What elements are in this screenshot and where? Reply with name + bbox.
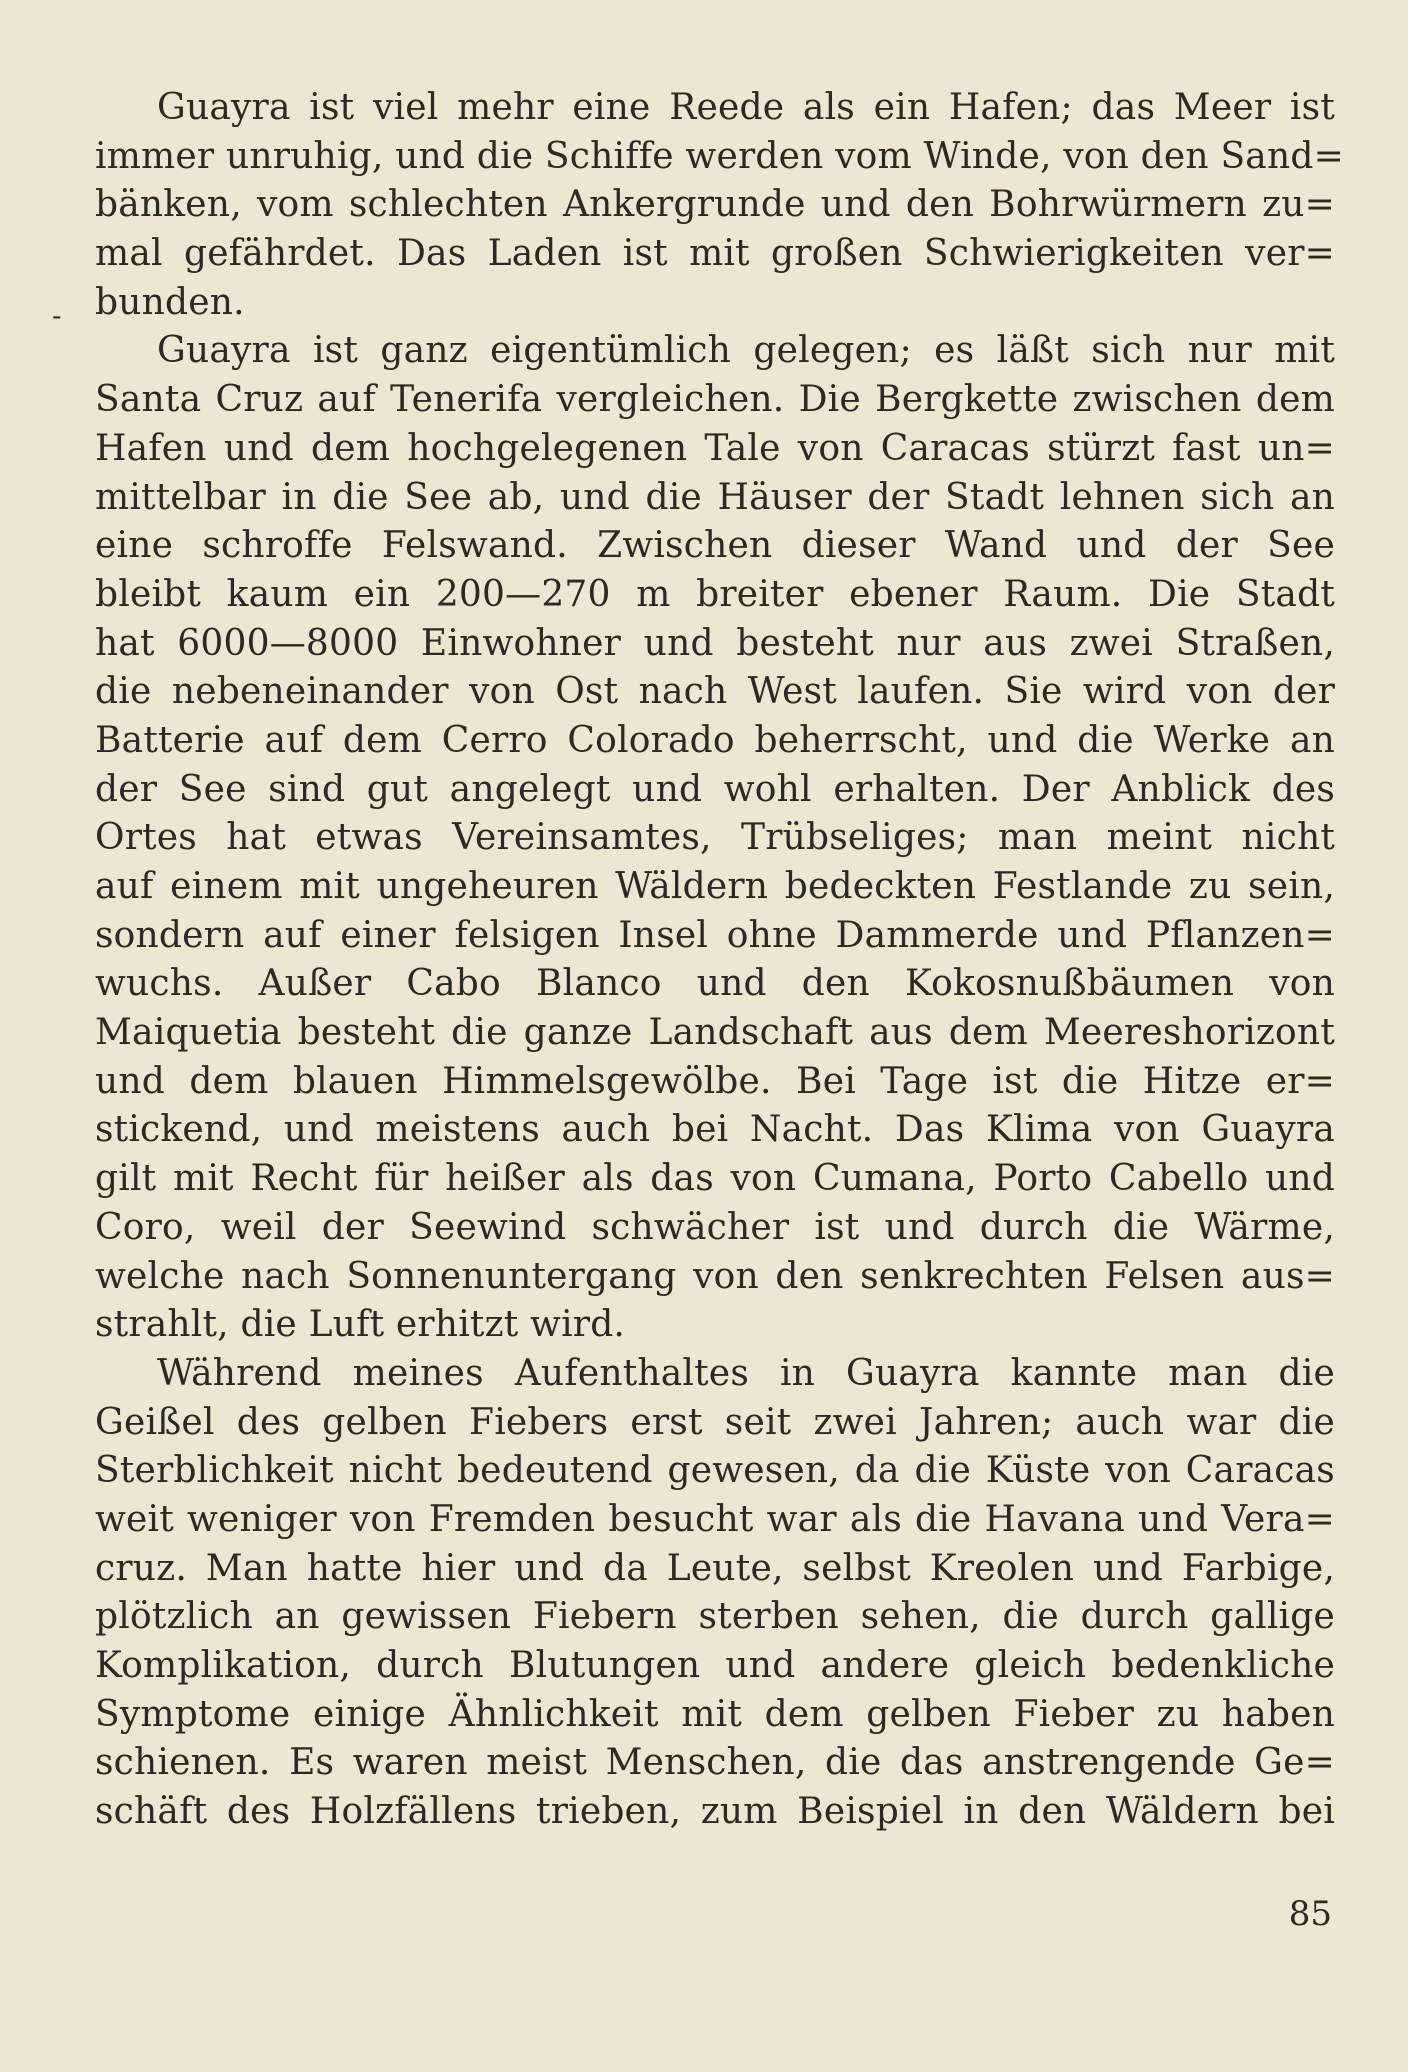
text-line: cruz. Man hatte hier und da Leute, selbst Kreolen und Farbige,	[95, 1547, 1335, 1589]
text-line: mal gefährdet. Das Laden ist mit großen Schwierigkeiten ver=	[95, 233, 1335, 275]
paragraph-2	[95, 327, 1335, 1349]
text-line: schienen. Es waren meist Menschen, die das anstrengende Ge=	[95, 1742, 1335, 1784]
text-line: immer unruhig, und die Schiffe werden vom Winde, von den Sand=	[95, 135, 1344, 177]
text-line: Coro, weil der Seewind schwächer ist und durch die Wärme,	[95, 1206, 1335, 1248]
text-line: schäft des Holzfällens trieben, zum Beispiel in den Wäldern bei	[95, 1791, 1335, 1833]
text-line: Sterblichkeit nicht bedeutend gewesen, da die Küste von Caracas	[95, 1450, 1335, 1492]
margin-mark: -	[52, 299, 62, 332]
text-line: bunden.	[95, 281, 245, 323]
paragraph-3	[95, 1350, 1335, 1837]
text-line: hat 6000—8000 Einwohner und besteht nur aus zwei Straßen,	[95, 622, 1335, 664]
text-line: Batterie auf dem Cerro Colorado beherrscht, und die Werke an	[95, 719, 1335, 761]
text-line: Komplikation, durch Blutungen und andere gleich bedenkliche	[95, 1645, 1335, 1686]
text-line: Ortes hat etwas Vereinsamtes, Trübseliges; man meint nicht	[95, 817, 1335, 859]
text-line: der See sind gut angelegt und wohl erhalten. Der Anblick des	[95, 768, 1335, 810]
text-line: eine schroffe Felswand. Zwischen dieser Wand und der See	[95, 525, 1335, 567]
text-line: strahlt, die Luft erhitzt wird.	[95, 1304, 626, 1346]
text-line: Hafen und dem hochgelegenen Tale von Caracas stürzt fast un=	[95, 427, 1335, 469]
text-line: stickend, und meistens auch bei Nacht. Das Klima von Guayra	[95, 1109, 1335, 1151]
text-line: bleibt kaum ein 200—270 m breiter ebener Raum. Die Stadt	[95, 573, 1335, 615]
text-line: wuchs. Außer Cabo Blanco und den Kokosnußbäumen von	[95, 963, 1335, 1005]
text-line: Guayra ist ganz eigentümlich gelegen; es läßt sich nur mit	[157, 330, 1335, 372]
text-line: weit weniger von Fremden besucht war als die Havana und Vera=	[95, 1498, 1335, 1540]
text-line: mittelbar in die See ab, und die Häuser der Stadt lehnen sich an	[95, 476, 1335, 518]
text-line: Maiquetia besteht die ganze Landschaft aus dem Meereshorizont	[95, 1012, 1335, 1054]
paragraph-1	[95, 84, 1344, 327]
page-number: 85	[1288, 1894, 1332, 1934]
text-line: bänken, vom schlechten Ankergrunde und den Bohrwürmern zu=	[95, 184, 1335, 226]
page-body-text	[95, 84, 1344, 1837]
text-line: gilt mit Recht für heißer als das von Cumana, Porto Cabello und	[95, 1158, 1335, 1200]
text-line: sondern auf einer felsigen Insel ohne Dammerde und Pflanzen=	[95, 914, 1335, 956]
text-line: die nebeneinander von Ost nach West laufen. Sie wird von der	[95, 671, 1335, 713]
text-line: Während meines Aufenthaltes in Guayra kannte man die	[157, 1352, 1335, 1394]
text-line: Santa Cruz auf Tenerifa vergleichen. Die Bergkette zwischen dem	[95, 379, 1335, 421]
text-line: Symptome einige Ähnlichkeit mit dem gelben Fieber zu haben	[95, 1693, 1335, 1735]
text-line: und dem blauen Himmelsgewölbe. Bei Tage ist die Hitze er=	[95, 1060, 1335, 1102]
text-line: Guayra ist viel mehr eine Reede als ein Hafen; das Meer ist	[157, 87, 1335, 128]
text-line: plötzlich an gewissen Fiebern sterben sehen, die durch gallige	[95, 1596, 1335, 1638]
text-line: Geißel des gelben Fiebers erst seit zwei Jahren; auch war die	[95, 1401, 1335, 1443]
text-line: welche nach Sonnenuntergang von den senkrechten Felsen aus=	[95, 1255, 1335, 1297]
text-line: auf einem mit ungeheuren Wäldern bedeckten Festlande zu sein,	[95, 866, 1335, 907]
